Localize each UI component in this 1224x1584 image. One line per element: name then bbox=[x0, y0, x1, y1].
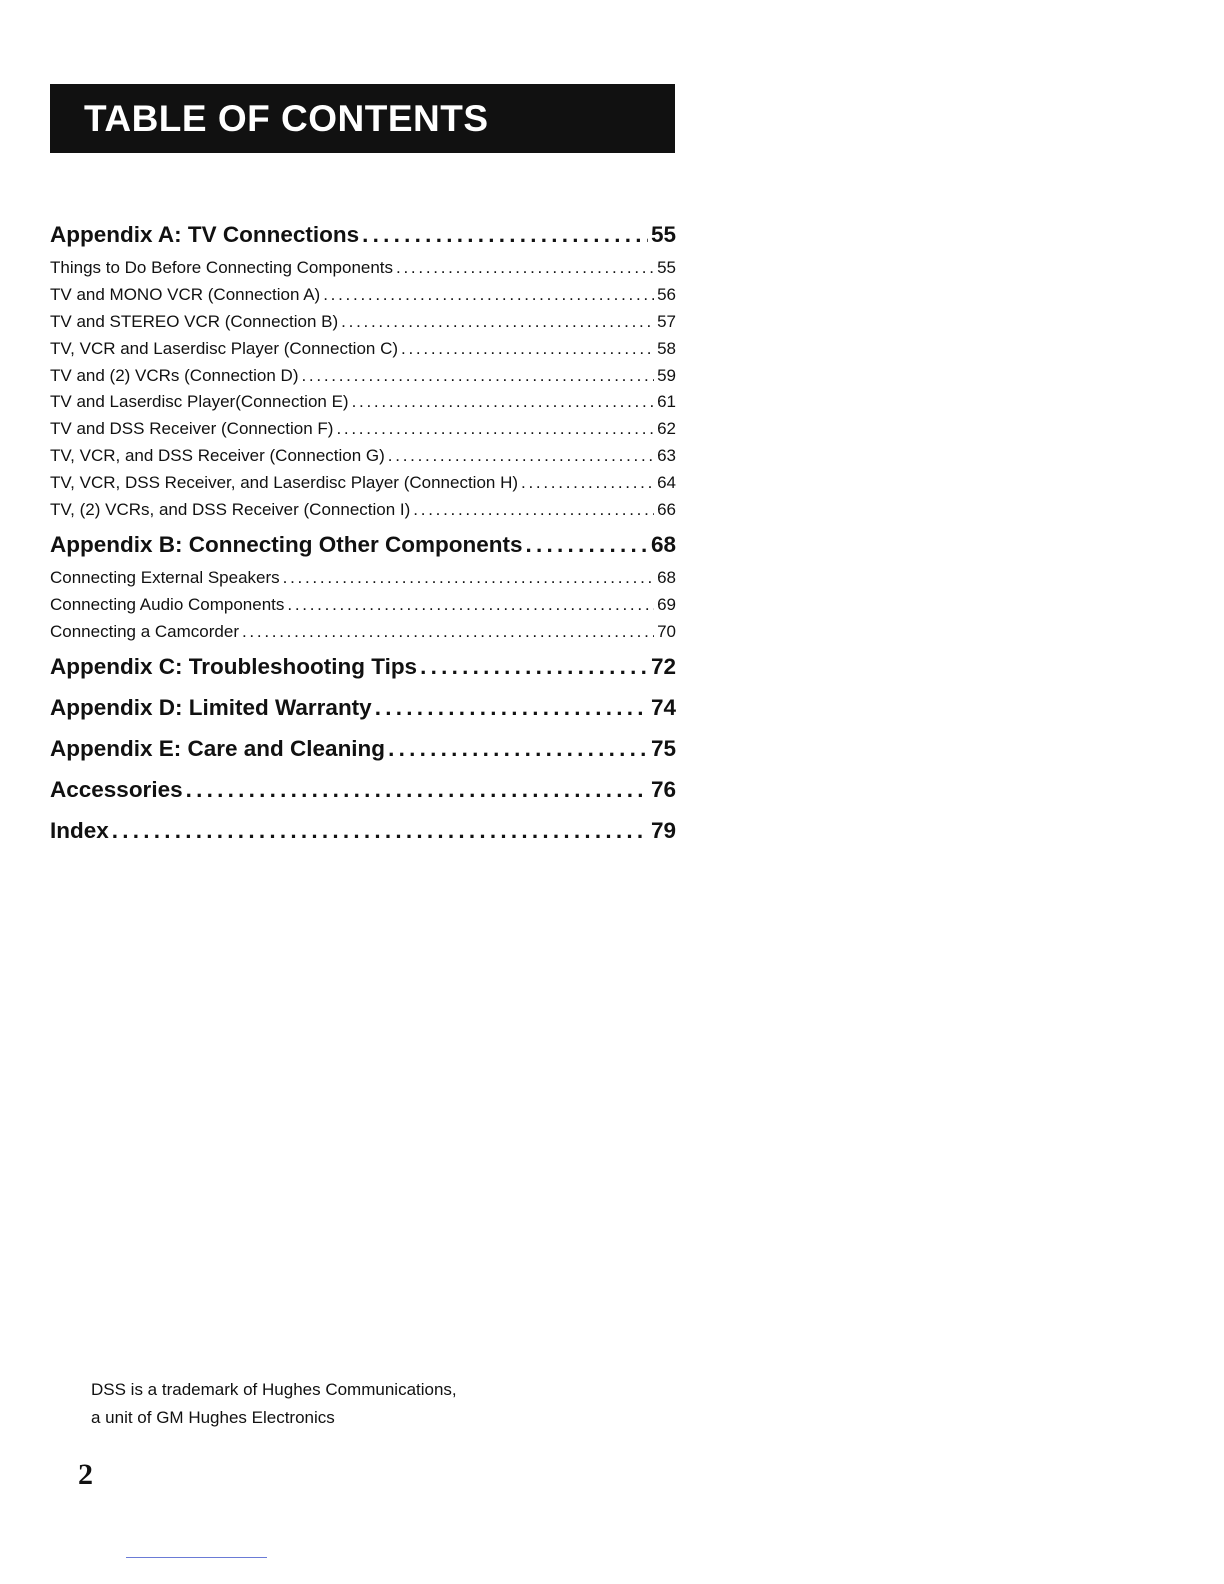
toc-entry-page: 69 bbox=[657, 594, 676, 614]
toc-subsection-entry[interactable] bbox=[50, 363, 676, 390]
toc-entry-label: Index bbox=[50, 817, 109, 843]
toc-section-entry[interactable] bbox=[50, 524, 676, 565]
toc-entry-page: 68 bbox=[657, 567, 676, 587]
toc-entry-label: TV, VCR, and DSS Receiver (Connection G) bbox=[50, 446, 385, 466]
toc-subsection-entry[interactable] bbox=[50, 619, 676, 646]
page-number: 2 bbox=[78, 1458, 93, 1491]
toc-entry-label: TV and STEREO VCR (Connection B) bbox=[50, 311, 339, 331]
toc-entry-label: Appendix C: Troubleshooting Tips bbox=[50, 653, 418, 679]
dot-leader bbox=[375, 687, 648, 728]
trademark-footnote bbox=[91, 1376, 457, 1432]
toc-entry-label: Appendix D: Limited Warranty bbox=[50, 694, 372, 720]
toc-section-entry[interactable] bbox=[50, 646, 676, 687]
dot-leader bbox=[341, 309, 654, 336]
toc-entry-label: Appendix E: Care and Cleaning bbox=[50, 735, 386, 761]
toc-entry-page: 76 bbox=[650, 776, 676, 802]
toc-entry-label: Connecting a Camcorder bbox=[50, 621, 239, 641]
dot-leader bbox=[521, 470, 654, 497]
bottom-rule bbox=[126, 1557, 267, 1558]
dot-leader bbox=[362, 214, 648, 255]
toc-entry-page: 63 bbox=[657, 446, 676, 466]
dot-leader bbox=[396, 255, 654, 282]
dot-leader bbox=[388, 728, 648, 769]
toc-section-entry[interactable] bbox=[50, 728, 676, 769]
footnote-line-1: DSS is a trademark of Hughes Communications, bbox=[91, 1380, 457, 1399]
toc-entry-page: 57 bbox=[657, 311, 676, 331]
toc-section-entry[interactable] bbox=[50, 214, 676, 255]
toc-entry-page: 61 bbox=[657, 392, 676, 412]
toc-entry-page: 66 bbox=[657, 500, 676, 520]
toc-subsection-entry[interactable] bbox=[50, 309, 676, 336]
toc-subsection-entry[interactable] bbox=[50, 565, 676, 592]
toc-entry-page: 59 bbox=[657, 365, 676, 385]
dot-leader bbox=[242, 619, 654, 646]
toc-entry-page: 55 bbox=[657, 258, 676, 277]
toc-subsection-entry[interactable] bbox=[50, 255, 676, 282]
dot-leader bbox=[112, 810, 648, 851]
toc-entry-label: Accessories bbox=[50, 776, 183, 802]
toc-entry-page: 70 bbox=[657, 621, 676, 641]
toc-entry-label: Appendix A: TV Connections bbox=[50, 222, 360, 247]
dot-leader bbox=[413, 497, 654, 524]
toc-entry-label: TV and MONO VCR (Connection A) bbox=[50, 284, 321, 304]
dot-leader bbox=[401, 336, 654, 363]
table-of-contents bbox=[50, 214, 676, 851]
toc-entry-page: 55 bbox=[650, 222, 676, 247]
toc-entry-page: 74 bbox=[650, 694, 676, 720]
toc-subsection-entry[interactable] bbox=[50, 470, 676, 497]
dot-leader bbox=[186, 769, 648, 810]
toc-entry-label: TV, (2) VCRs, and DSS Receiver (Connection I) bbox=[50, 500, 411, 520]
toc-section-entry[interactable] bbox=[50, 769, 676, 810]
toc-entry-label: Appendix B: Connecting Other Components bbox=[50, 531, 523, 557]
dot-leader bbox=[352, 389, 654, 416]
dot-leader bbox=[323, 282, 654, 309]
dot-leader bbox=[287, 592, 654, 619]
toc-entry-label: TV, VCR and Laserdisc Player (Connection C) bbox=[50, 338, 399, 358]
toc-subsection-entry[interactable] bbox=[50, 416, 676, 443]
toc-entry-label: TV and (2) VCRs (Connection D) bbox=[50, 365, 299, 385]
dot-leader bbox=[420, 646, 648, 687]
toc-entry-page: 68 bbox=[650, 531, 676, 557]
toc-entry-page: 58 bbox=[657, 338, 676, 358]
dot-leader bbox=[526, 524, 648, 565]
toc-entry-label: TV, VCR, DSS Receiver, and Laserdisc Player (Connection H) bbox=[50, 473, 519, 493]
toc-entry-label: Connecting External Speakers bbox=[50, 567, 280, 587]
toc-entry-page: 75 bbox=[650, 735, 676, 761]
toc-subsection-entry[interactable] bbox=[50, 497, 676, 524]
footnote-line-2: a unit of GM Hughes Electronics bbox=[91, 1408, 335, 1427]
toc-subsection-entry[interactable] bbox=[50, 282, 676, 309]
toc-entry-page: 72 bbox=[650, 653, 676, 679]
toc-entry-page: 64 bbox=[657, 473, 676, 493]
toc-subsection-entry[interactable] bbox=[50, 592, 676, 619]
dot-leader bbox=[283, 565, 654, 592]
toc-entry-page: 62 bbox=[657, 419, 676, 439]
toc-entry-label: TV and Laserdisc Player(Connection E) bbox=[50, 392, 349, 412]
toc-section-entry[interactable] bbox=[50, 810, 676, 851]
dot-leader bbox=[301, 363, 654, 390]
toc-section-entry[interactable] bbox=[50, 687, 676, 728]
toc-entry-label: Things to Do Before Connecting Components bbox=[50, 258, 394, 277]
toc-entry-label: TV and DSS Receiver (Connection F) bbox=[50, 419, 334, 439]
toc-entry-page: 79 bbox=[650, 817, 676, 843]
toc-subsection-entry[interactable] bbox=[50, 336, 676, 363]
page-title: TABLE OF CONTENTS bbox=[84, 98, 489, 139]
toc-subsection-entry[interactable] bbox=[50, 389, 676, 416]
toc-entry-label: Connecting Audio Components bbox=[50, 594, 285, 614]
dot-leader bbox=[388, 443, 654, 470]
header-bar bbox=[50, 84, 675, 153]
toc-subsection-entry[interactable] bbox=[50, 443, 676, 470]
toc-entry-page: 56 bbox=[657, 284, 676, 304]
dot-leader bbox=[336, 416, 654, 443]
